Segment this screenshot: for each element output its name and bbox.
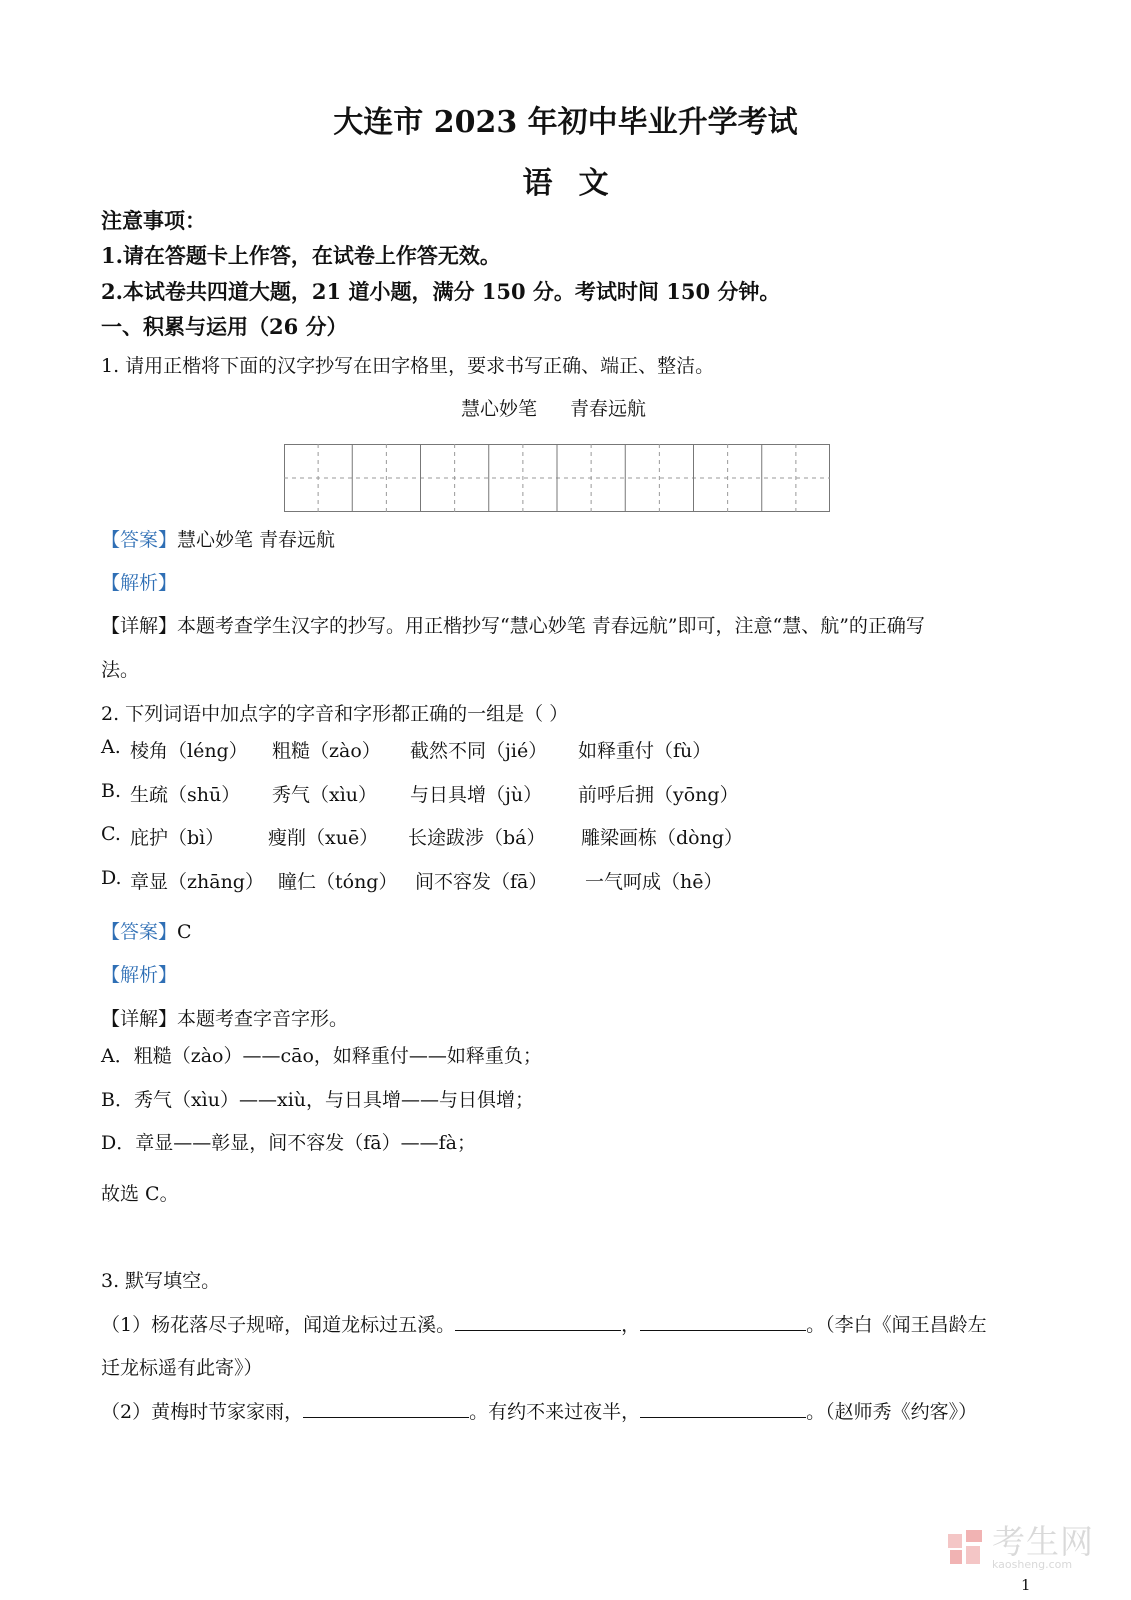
q2-line-a: A．粗糙（zào）——cāo，如释重付——如释重负； bbox=[101, 1045, 542, 1067]
q3-p1-sep: ， bbox=[621, 1314, 641, 1336]
watermark-logo-icon bbox=[946, 1528, 986, 1568]
q2-option-a bbox=[101, 736, 121, 758]
fill-blank[interactable] bbox=[303, 1399, 469, 1418]
q1-analysis-label: 【解析】 bbox=[101, 572, 178, 594]
q2-c-word-2: 瘦削（xuē） bbox=[268, 827, 379, 849]
q3-p2-source: 。（赵师秀《约客》） bbox=[806, 1401, 978, 1423]
q1-answer-label: 【答案】 bbox=[101, 529, 178, 551]
q3-p2-text: （2）黄梅时节家家雨， bbox=[101, 1401, 304, 1423]
notice-item-1: 1.请在答题卡上作答，在试卷上作答无效。 bbox=[101, 243, 501, 268]
q2-analysis-label: 【解析】 bbox=[101, 964, 178, 986]
fill-blank[interactable] bbox=[640, 1312, 806, 1331]
q3-p1-source: 。（李白《闻王昌龄左 bbox=[806, 1314, 987, 1336]
q3-part-1-cont: 迁龙标遥有此寄》） bbox=[101, 1357, 263, 1379]
option-letter: B. bbox=[101, 780, 122, 802]
q2-d-word-4: 一气呵成（hē） bbox=[585, 871, 723, 893]
subject-title: 语文 bbox=[522, 166, 635, 201]
notice-heading: 注意事项： bbox=[101, 208, 206, 233]
watermark-domain: kaosheng.com bbox=[992, 1558, 1073, 1571]
q2-b-word-3: 与日具增（jù） bbox=[410, 784, 543, 806]
q3-part-2 bbox=[101, 1397, 977, 1424]
option-letter: D. bbox=[101, 867, 122, 889]
tianzige-grid bbox=[284, 444, 830, 512]
q2-a-word-2: 粗糙（zào） bbox=[272, 740, 381, 762]
option-letter: C. bbox=[101, 823, 121, 845]
q2-detail-label: 【详解】 bbox=[101, 1008, 178, 1030]
q2-stem: 2. 下列词语中加点字的字音和字形都正确的一组是（ ） bbox=[101, 703, 569, 725]
q3-p1-text: （1）杨花落尽子规啼，闻道龙标过五溪。 bbox=[101, 1314, 456, 1336]
fill-blank[interactable] bbox=[455, 1312, 621, 1331]
q1-detail-line-2: 法。 bbox=[101, 659, 140, 681]
q2-b-word-1: 生疏（shū） bbox=[130, 784, 241, 806]
q1-detail-label: 【详解】 bbox=[101, 615, 178, 637]
q2-c-word-3: 长途跋涉（bá） bbox=[408, 827, 546, 849]
q3-stem: 3. 默写填空。 bbox=[101, 1270, 221, 1292]
q1-phrase-2: 青春远航 bbox=[570, 398, 647, 420]
q1-stem: 1. 请用正楷将下面的汉字抄写在田字格里，要求书写正确、端正、整洁。 bbox=[101, 355, 715, 377]
watermark-text: 考生网 bbox=[992, 1522, 1094, 1561]
option-letter: A. bbox=[101, 736, 121, 758]
section-heading: 一、积累与运用（26 分） bbox=[101, 314, 348, 339]
q2-c-word-1: 庇护（bì） bbox=[130, 827, 225, 849]
fill-blank[interactable] bbox=[640, 1399, 806, 1418]
q2-d-word-2: 瞳仁（tóng） bbox=[278, 871, 398, 893]
page-number: 1 bbox=[1021, 1576, 1031, 1594]
q2-line-b: B．秀气（xìu）——xiù，与日具增——与日俱增； bbox=[101, 1089, 535, 1111]
q2-a-word-1: 棱角（léng） bbox=[130, 740, 248, 762]
q2-a-word-4: 如释重付（fù） bbox=[578, 740, 712, 762]
notice-item-2: 2.本试卷共四道大题，21 道小题，满分 150 分。考试时间 150 分钟。 bbox=[101, 279, 781, 304]
q2-option-b bbox=[101, 780, 121, 802]
q2-answer-label: 【答案】 bbox=[101, 921, 178, 943]
q2-b-word-2: 秀气（xìu） bbox=[272, 784, 378, 806]
q3-p2-text-2: 。有约不来过夜半， bbox=[469, 1401, 641, 1423]
q1-answer: 慧心妙笔 青春远航 bbox=[177, 529, 336, 551]
watermark bbox=[946, 1522, 1094, 1571]
q1-detail-line-1: 本题考查学生汉字的抄写。用正楷抄写“慧心妙笔 青春远航”即可，注意“慧、航”的正确写 bbox=[177, 615, 925, 637]
q2-option-c bbox=[101, 823, 121, 845]
q2-detail: 本题考查字音字形。 bbox=[177, 1008, 349, 1030]
q2-line-d: D．章显——彰显，间不容发（fā）——fà； bbox=[101, 1132, 476, 1154]
q2-d-word-1: 章显（zhāng） bbox=[130, 871, 264, 893]
q2-option-d bbox=[101, 867, 122, 889]
q2-d-word-3: 间不容发（fā） bbox=[415, 871, 548, 893]
exam-title: 大连市 2023 年初中毕业升学考试 bbox=[333, 105, 798, 140]
q2-answer: C bbox=[177, 921, 192, 943]
q2-conclusion: 故选 C。 bbox=[101, 1183, 179, 1205]
q2-b-word-4: 前呼后拥（yōng） bbox=[578, 784, 739, 806]
q2-a-word-3: 截然不同（jié） bbox=[410, 740, 548, 762]
q1-phrase-1: 慧心妙笔 bbox=[461, 398, 538, 420]
q3-part-1 bbox=[101, 1310, 987, 1337]
q2-c-word-4: 雕梁画栋（dòng） bbox=[581, 827, 744, 849]
